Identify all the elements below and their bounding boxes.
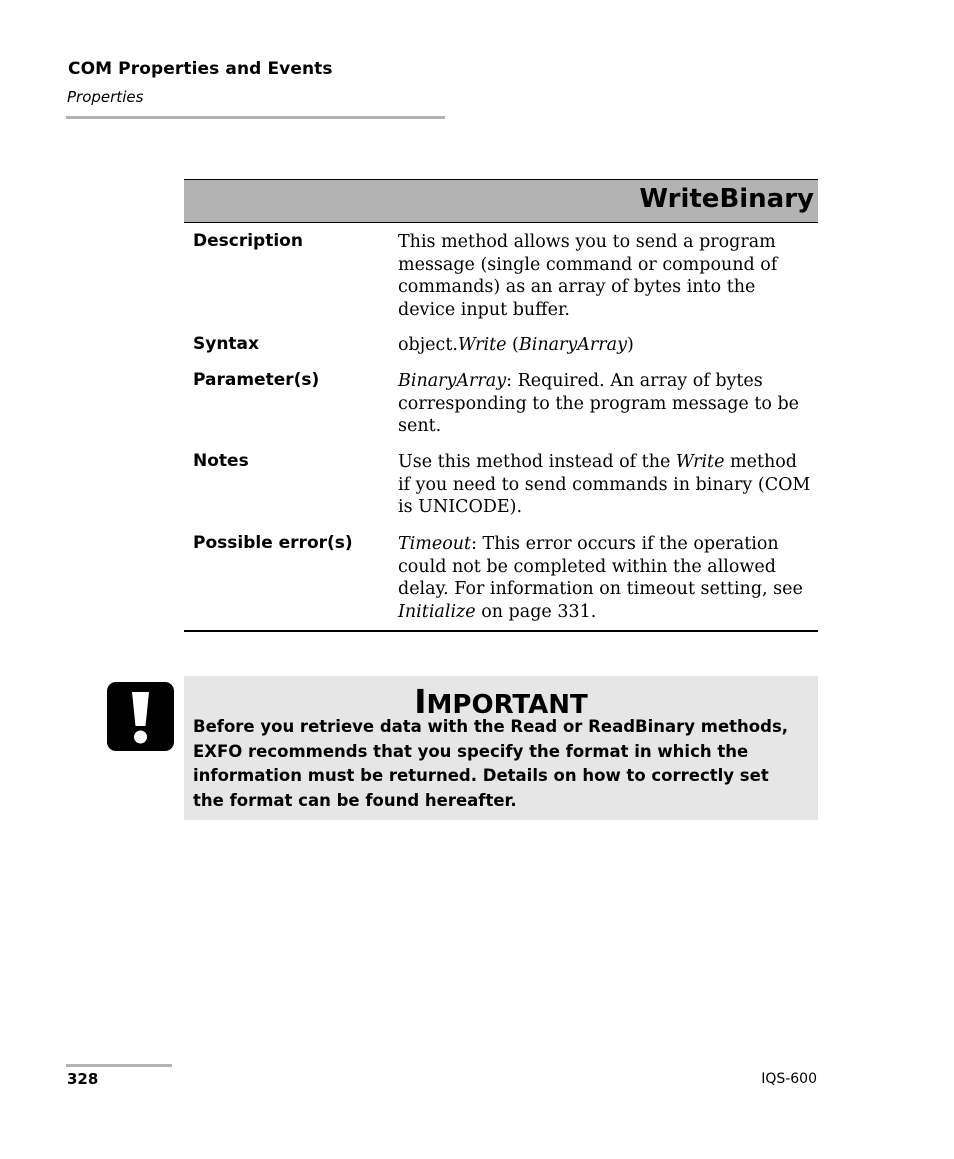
header-divider	[66, 116, 445, 119]
exclamation-icon	[107, 682, 174, 751]
description-value: This method allows you to send a program message (single command or compound of commands) as an array of bytes into the device input buffer.	[398, 232, 778, 321]
row-label: Notes	[193, 451, 249, 471]
important-title: IMPORTANT	[414, 682, 588, 721]
syntax-value: object.Write (BinaryArray)	[398, 335, 634, 355]
method-table-header	[184, 179, 818, 223]
errors-value: Timeout: This error occurs if the operation could not be completed within the allowed delay. For information on timeout setting, see Initialize on page 331.	[398, 534, 803, 623]
important-notice	[184, 676, 818, 820]
method-name: WriteBinary	[639, 184, 814, 214]
page-number: 328	[67, 1070, 99, 1088]
row-label: Parameter(s)	[193, 370, 320, 390]
product-name: IQS-600	[761, 1071, 817, 1087]
row-label: Syntax	[193, 334, 259, 354]
row-label: Possible error(s)	[193, 533, 353, 553]
table-bottom-rule	[184, 630, 818, 632]
row-label: Description	[193, 231, 303, 251]
important-text: Before you retrieve data with the Read or ReadBinary methods, EXFO recommends that you specify the format in which the information must be returned. Details on how to correctly set the format can be found hereafter.	[193, 717, 789, 810]
parameters-value: BinaryArray: Required. An array of bytes corresponding to the program message to be sent.	[398, 371, 800, 437]
chapter-title: COM Properties and Events	[68, 59, 333, 79]
footer-divider	[66, 1064, 172, 1067]
notes-value: Use this method instead of the Write method if you need to send commands in binary (COM is UNICODE).	[398, 452, 811, 518]
section-title: Properties	[67, 88, 144, 106]
